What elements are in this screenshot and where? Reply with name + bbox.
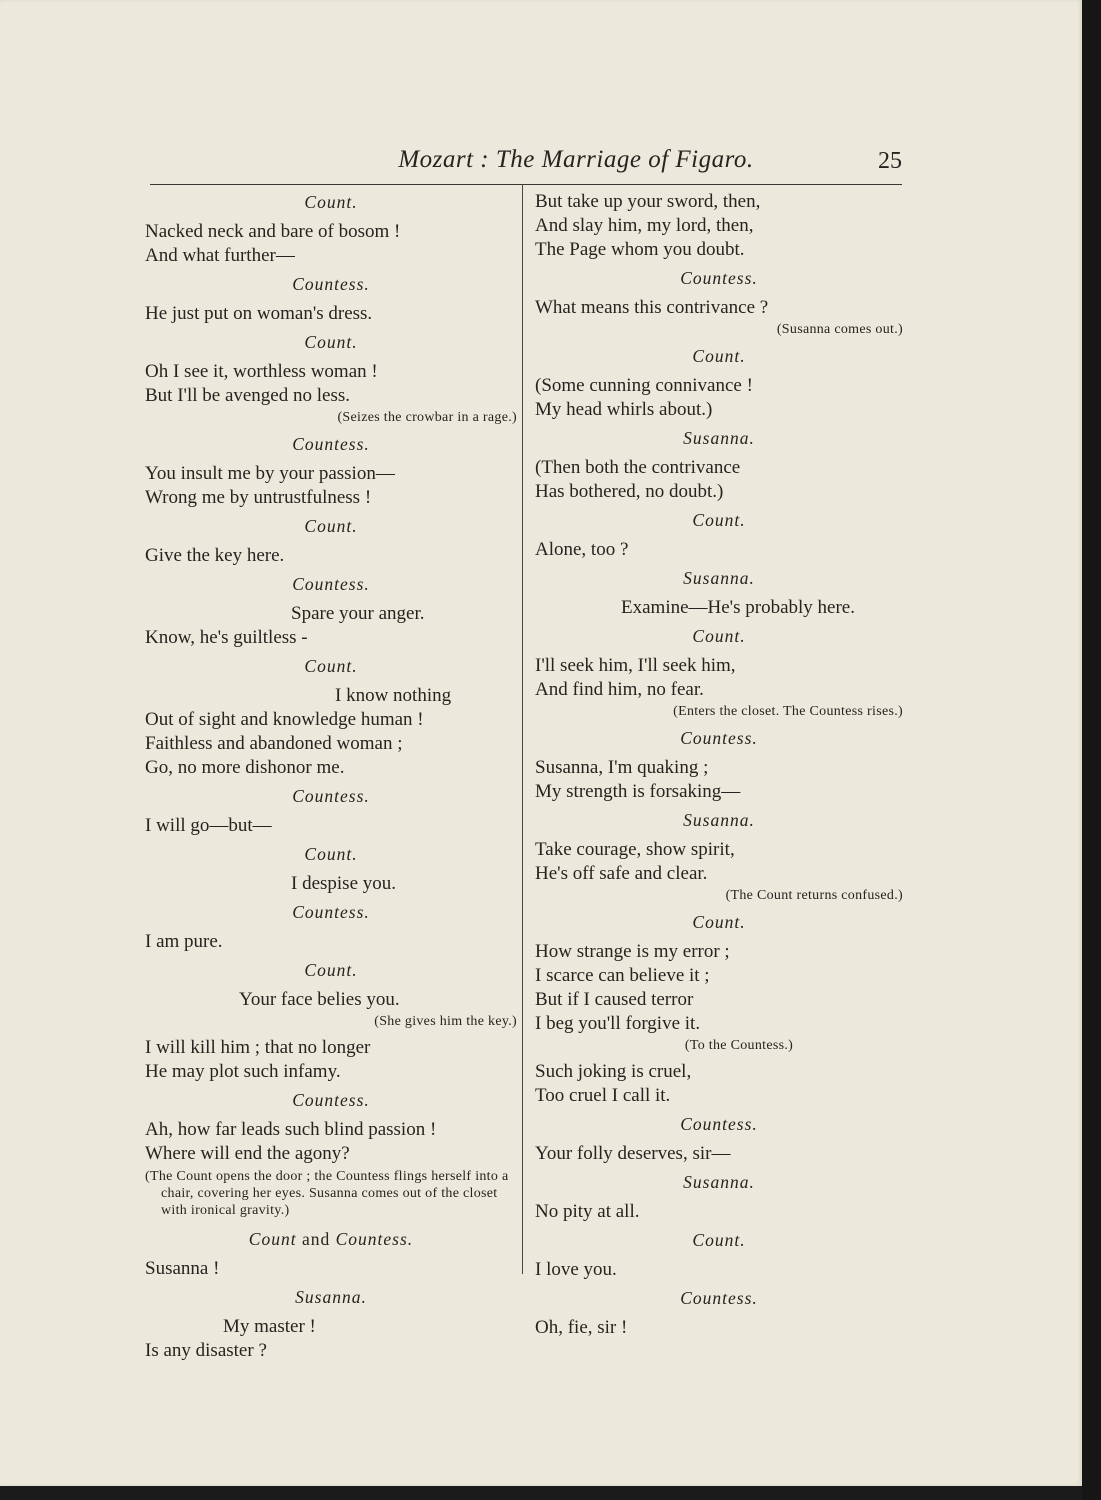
- speaker-label: Count.: [304, 656, 358, 676]
- speaker-label: Countess.: [292, 1090, 370, 1110]
- verse-line: He may plot such infamy.: [145, 1061, 341, 1082]
- verse-line: Oh, fie, sir !: [535, 1317, 628, 1338]
- verse-line: You insult me by your passion—: [145, 463, 395, 484]
- speaker-label: Countess.: [680, 1114, 758, 1134]
- speaker-label: Count.: [304, 844, 358, 864]
- verse-line: Wrong me by untrustfulness !: [145, 487, 372, 508]
- verse-line: But I'll be avenged no less.: [145, 385, 350, 406]
- running-header: [150, 140, 902, 185]
- stage-direction: (The Count opens the door ; the Countess flings herself into a chair, covering her eyes. Susanna comes out of the closet with ironical gravity.): [145, 1169, 509, 1218]
- stage-direction: (Enters the closet. The Countess rises.): [673, 704, 903, 719]
- speaker-label: Susanna.: [683, 810, 755, 830]
- verse-line: Where will end the agony?: [145, 1143, 350, 1164]
- verse-line: Is any disaster ?: [145, 1340, 267, 1361]
- speaker-label: Susanna.: [295, 1287, 367, 1307]
- speaker-label: Countess.: [292, 786, 370, 806]
- speaker-label: Countess.: [680, 1288, 758, 1308]
- stage-direction: (She gives him the key.): [374, 1014, 517, 1029]
- speaker-label: Count.: [692, 346, 746, 366]
- speaker-label: Susanna.: [683, 1172, 755, 1192]
- verse-line: I beg you'll forgive it.: [535, 1013, 701, 1034]
- verse-line: I am pure.: [145, 931, 223, 952]
- speaker-label: Countess.: [680, 728, 758, 748]
- speaker-label: Susanna.: [683, 568, 755, 588]
- stage-direction: (Seizes the crowbar in a rage.): [337, 410, 517, 425]
- verse-line: (Some cunning connivance !: [535, 375, 753, 396]
- right-column: [535, 190, 903, 1340]
- speaker-conjunction: and: [301, 1229, 331, 1249]
- speaker-label: Count.: [692, 510, 746, 530]
- speaker-label: Count.: [304, 192, 358, 212]
- column-divider: [522, 184, 523, 1274]
- verse-line: Nacked neck and bare of bosom !: [145, 221, 401, 242]
- verse-line: Your face belies you.: [239, 989, 400, 1010]
- speaker-label: Count.: [304, 332, 358, 352]
- verse-line: I scarce can believe it ;: [535, 965, 710, 986]
- verse-line: And what further—: [145, 245, 295, 266]
- speaker-label: Count.: [692, 1230, 746, 1250]
- speaker-label-duet: [145, 1227, 517, 1251]
- verse-line: Susanna !: [145, 1258, 220, 1279]
- speaker-name: Count: [248, 1229, 297, 1249]
- speaker-label: Count.: [304, 960, 358, 980]
- verse-line: My strength is forsaking—: [535, 781, 741, 802]
- verse-line: He just put on woman's dress.: [145, 303, 373, 324]
- verse-line: What means this contrivance ?: [535, 297, 769, 318]
- verse-line: No pity at all.: [535, 1201, 640, 1222]
- stage-direction: (The Count returns confused.): [725, 888, 903, 903]
- left-column: [145, 190, 517, 1363]
- verse-line: I will kill him ; that no longer: [145, 1037, 371, 1058]
- verse-line: How strange is my error ;: [535, 941, 730, 962]
- page-number: 25: [878, 148, 902, 174]
- verse-line: Too cruel I call it.: [535, 1085, 671, 1106]
- verse-line: But take up your sword, then,: [535, 191, 761, 212]
- verse-line: Know, he's guiltless -: [145, 627, 308, 648]
- speaker-label: Countess.: [292, 274, 370, 294]
- verse-line: I know nothing: [335, 685, 452, 706]
- verse-line: I love you.: [535, 1259, 617, 1280]
- verse-line: Go, no more dishonor me.: [145, 757, 345, 778]
- verse-line: I'll seek him, I'll seek him,: [535, 655, 736, 676]
- verse-line: Out of sight and knowledge human !: [145, 709, 424, 730]
- speaker-name: Countess.: [335, 1229, 414, 1249]
- verse-line: Faithless and abandoned woman ;: [145, 733, 403, 754]
- speaker-label: Count.: [304, 516, 358, 536]
- verse-line: Susanna, I'm quaking ;: [535, 757, 709, 778]
- verse-line: And slay him, my lord, then,: [535, 215, 754, 236]
- verse-line: Oh I see it, worthless woman !: [145, 361, 378, 382]
- verse-line: He's off safe and clear.: [535, 863, 708, 884]
- verse-line: My head whirls about.): [535, 399, 713, 420]
- verse-line: And find him, no fear.: [535, 679, 704, 700]
- verse-line: I despise you.: [291, 873, 397, 894]
- verse-line: Ah, how far leads such blind passion !: [145, 1119, 437, 1140]
- speaker-label: Countess.: [292, 434, 370, 454]
- verse-line: My master !: [223, 1316, 316, 1337]
- verse-line: But if I caused terror: [535, 989, 694, 1010]
- speaker-label: Susanna.: [683, 428, 755, 448]
- verse-line: Has bothered, no doubt.): [535, 481, 724, 502]
- verse-line: Examine—He's probably here.: [621, 597, 855, 618]
- verse-line: Give the key here.: [145, 545, 285, 566]
- stage-direction: (To the Countess.): [684, 1038, 794, 1053]
- speaker-label: Countess.: [680, 268, 758, 288]
- speaker-label: Countess.: [292, 574, 370, 594]
- verse-line: Take courage, show spirit,: [535, 839, 735, 860]
- verse-line: Such joking is cruel,: [535, 1061, 692, 1082]
- speaker-label: Count.: [692, 912, 746, 932]
- speaker-label: Count.: [692, 626, 746, 646]
- header-title: Mozart : The Marriage of Figaro.: [398, 146, 754, 173]
- verse-line: Your folly deserves, sir—: [535, 1143, 731, 1164]
- speaker-label: Countess.: [292, 902, 370, 922]
- verse-line: (Then both the contrivance: [535, 457, 741, 478]
- verse-line: I will go—but—: [145, 815, 272, 836]
- verse-line: Spare your anger.: [291, 603, 425, 624]
- verse-line: Alone, too ?: [535, 539, 629, 560]
- verse-line: The Page whom you doubt.: [535, 239, 745, 260]
- stage-direction: (Susanna comes out.): [776, 322, 903, 337]
